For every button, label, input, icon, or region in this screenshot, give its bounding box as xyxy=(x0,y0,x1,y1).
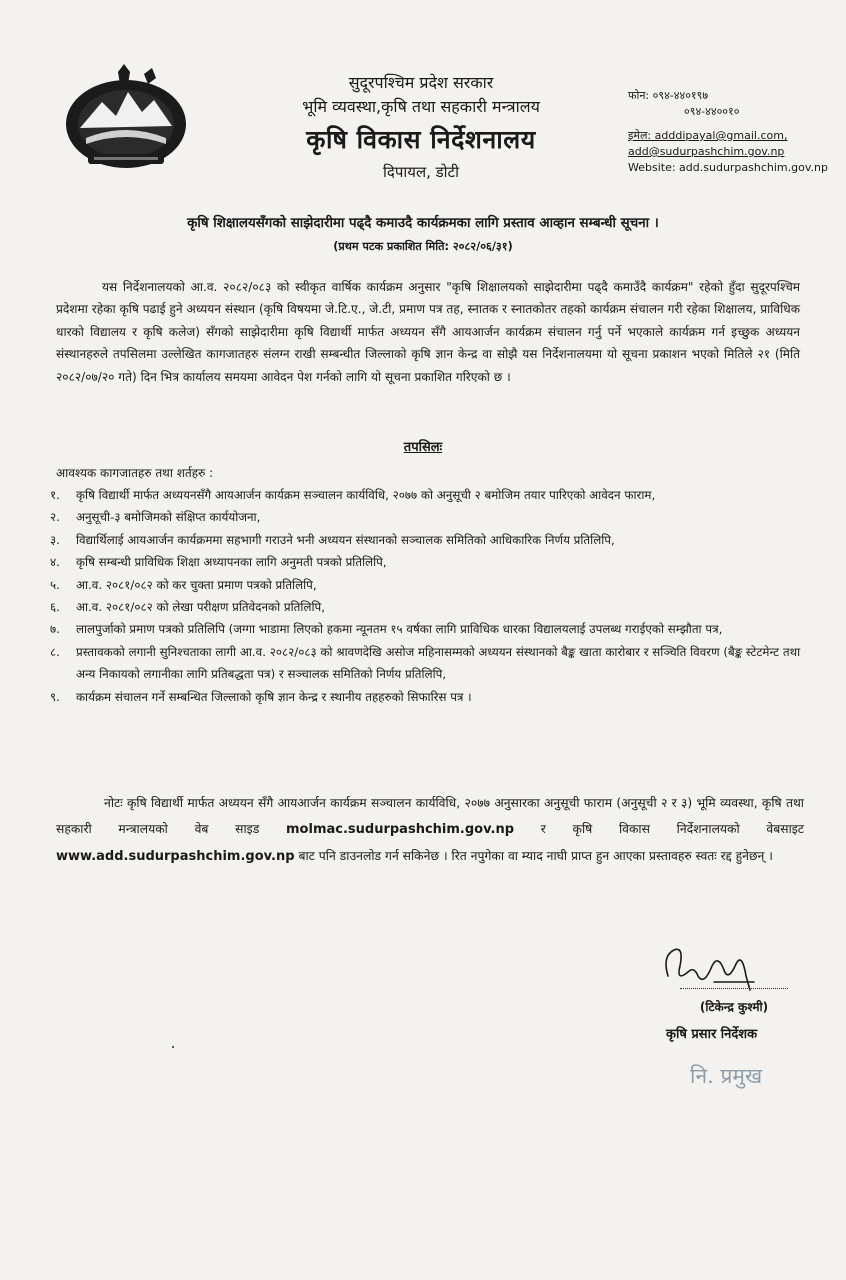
intro-paragraph xyxy=(56,276,800,388)
signatory-name: (टिकेन्द्र कुश्मी) xyxy=(699,1000,769,1014)
list-item xyxy=(50,596,802,618)
item-text: आ.व. २०८१/०८२ को कर चुक्ता प्रमाण पत्रको प्रतिलिपि, xyxy=(76,577,317,592)
list-item xyxy=(50,506,802,528)
signature-line xyxy=(680,988,788,989)
contact-info xyxy=(628,88,840,176)
note-paragraph xyxy=(56,790,804,870)
item-number: ९. xyxy=(50,689,60,704)
notice-title: कृषि शिक्षालयसँगको साझेदारीमा पढ्दै कमाउदै कार्यक्रमका लागि प्रस्ताव आव्हान सम्बन्धी सूचना । xyxy=(187,216,659,231)
list-item xyxy=(50,484,802,506)
requirements-list xyxy=(50,484,802,708)
note-text-c: बाट पनि डाउनलोड गर्न सकिनेछ । रित नपुगेका वा म्याद नाघी प्राप्त हुन आएका प्रस्तावहरु स्वतः रद्द हुनेछन् । xyxy=(298,849,773,863)
list-item xyxy=(50,574,802,596)
email-address-2[interactable]: add@sudurpashchim.gov.np xyxy=(628,145,785,158)
list-item xyxy=(50,529,802,551)
note-text-a: नोटः कृषि विद्यार्थी मार्फत अध्ययन सँगै आयआर्जन कार्यक्रम सञ्चालन कार्यविधि, २०७७ अनुसारका अनुसूची फाराम (अनुसूची २ र ३) भूमि व्यवस्था, कृषि तथा सहकारी मन्त्रालयको वेब साइड xyxy=(56,796,804,836)
office-header xyxy=(256,72,586,184)
phone-number: फोन: ०९४-४४०१९७ xyxy=(628,89,709,102)
nepal-emblem-icon xyxy=(58,62,194,174)
item-number: २. xyxy=(50,510,60,525)
item-number: १. xyxy=(50,488,60,502)
item-text: लालपुर्जाको प्रमाण पत्रको प्रतिलिपि (जग्गा भाडामा लिएको हकमा न्यूनतम १५ वर्षका लागि प्राविधिक धारका विद्यालयलाई उपलब्ध गराईएको सम्झौता पत्र, xyxy=(76,622,723,637)
item-text: विद्यार्थिलाई आयआर्जन कार्यक्रममा सहभागी गराउने भनी अध्ययन संस्थानको सञ्चालक समितिको आधिकारिक निर्णय प्रतिलिपि, xyxy=(76,532,615,547)
item-text: कार्यक्रम संचालन गर्ने सम्बन्धित जिल्लाको कृषि ज्ञान केन्द्र र स्थानीय तहहरुको सिफारिस पत्र । xyxy=(76,689,472,704)
item-number: ५. xyxy=(50,577,60,592)
ministry-website-link[interactable]: molmac.sudurpashchim.gov.np xyxy=(286,822,514,837)
signatory-designation: कृषि प्रसार निर्देशक xyxy=(666,1027,758,1042)
list-item xyxy=(50,686,802,708)
requirements-heading: आवश्यक कागजातहरु तथा शर्तहरु : xyxy=(56,466,214,480)
item-text: आ.व. २०८१/०८२ को लेखा परीक्षण प्रतिवेदनको प्रतिलिपि, xyxy=(76,600,325,615)
intro-text: यस निर्देशनालयको आ.व. २०८२/०८३ को स्वीकृत वार्षिक कार्यक्रम अनुसार "कृषि शिक्षालयको साझेदारीमा पढ्दै कमाउँदै कार्यक्रम" रहेको हुँदा सुदूरपश्चिम प्रदेशमा रहेका कृषि पढाई हुने अध्ययन संस्थान (कृषि विषयमा जे.टि.ए., जे.टी, प्रमाण पत्र तह, स्नातक र स्नातकोतर तहको कार्यक्रम संचालन गरी रहेका शिक्षालय, प्राविधिक धारको विद्यालय र कृषि कलेज) सँगको साझेदारीमा कृषि विद्यार्थी मार्फत अध्ययन सँगै आयआर्जन कार्यक्रम संचालन गर्नु पर्ने भएकाले कार्यक्रम गर्न इच्छुक अध्ययन संस्थानहरुले तपसिलमा उल्लेखित कागजातहरु संलग्न राखी सम्बन्धीत जिल्लाको कृषि ज्ञान केन्द्र वा सोझै यस निर्देशनालयमा यो सूचना प्रकाशन भएको मितिले २१ (मिति २०८२/०७/२० गते) दिन भित्र कार्यालय समयमा आवेदन पेश गर्नको लागि यो सूचना प्रकाशित गरिएको छ । xyxy=(56,280,800,384)
email-address[interactable]: इमेल: adddipayal@gmail.com, xyxy=(628,129,788,142)
directorate-name: कृषि विकास निर्देशनालय xyxy=(306,125,536,154)
item-number: ३. xyxy=(50,532,60,547)
item-number: ८. xyxy=(50,644,60,659)
list-item xyxy=(50,551,802,573)
item-text: कृषि विद्यार्थी मार्फत अध्ययनसँगै आयआर्जन कार्यक्रम सञ्चालन कार्यविधि, २०७७ को अनुसूची २ बमोजिम तयार पारिएको आवेदन फाराम, xyxy=(76,488,656,502)
publication-date: (प्रथम पटक प्रकाशित मिति: २०८२/०६/३१) xyxy=(333,240,513,253)
item-text: अनुसूची-३ बमोजिमको संक्षिप्त कार्ययोजना, xyxy=(76,510,261,525)
office-stamp: नि. प्रमुख xyxy=(690,1064,763,1088)
item-number: ७. xyxy=(50,622,60,637)
website-address[interactable]: Website: add.sudurpashchim.gov.np xyxy=(628,161,828,174)
phone-number-2: ०९४-४४००१० xyxy=(684,105,740,118)
handwritten-signature-icon xyxy=(654,936,774,1002)
office-location: दिपायल, डोटी xyxy=(382,163,460,181)
item-number: ४. xyxy=(50,555,60,570)
ink-dot xyxy=(172,1046,174,1048)
note-text-b: र कृषि विकास निर्देशनालयको वेबसाइट xyxy=(540,822,804,836)
government-name: सुदूरपश्चिम प्रदेश सरकार xyxy=(348,73,494,92)
list-item xyxy=(50,641,802,686)
item-number: ६. xyxy=(50,600,60,615)
item-text: कृषि सम्बन्धी प्राविधिक शिक्षा अध्यापनका लागि अनुमती पत्रको प्रतिलिपि, xyxy=(76,555,387,570)
directorate-website-link[interactable]: www.add.sudurpashchim.gov.np xyxy=(56,849,295,864)
item-text: प्रस्तावकको लगानी सुनिश्चताका लागी आ.व. २०८२/०८३ को श्रावणदेखि असोज महिनासम्मको अध्ययन संस्थानको बैङ्क खाता कारोबार र सञ्चिति विवरण (बैङ्क स्टेटमेन्ट तथा अन्य निकायको लगानीका लागि प्रतिबद्धता पत्र) र सञ्चालक समितिको निर्णय प्रतिलिपि, xyxy=(76,644,801,682)
list-item xyxy=(50,618,802,640)
ministry-name: भूमि व्यवस्था,कृषि तथा सहकारी मन्त्रालय xyxy=(302,97,540,116)
section-heading: तपसिलः xyxy=(403,440,443,455)
